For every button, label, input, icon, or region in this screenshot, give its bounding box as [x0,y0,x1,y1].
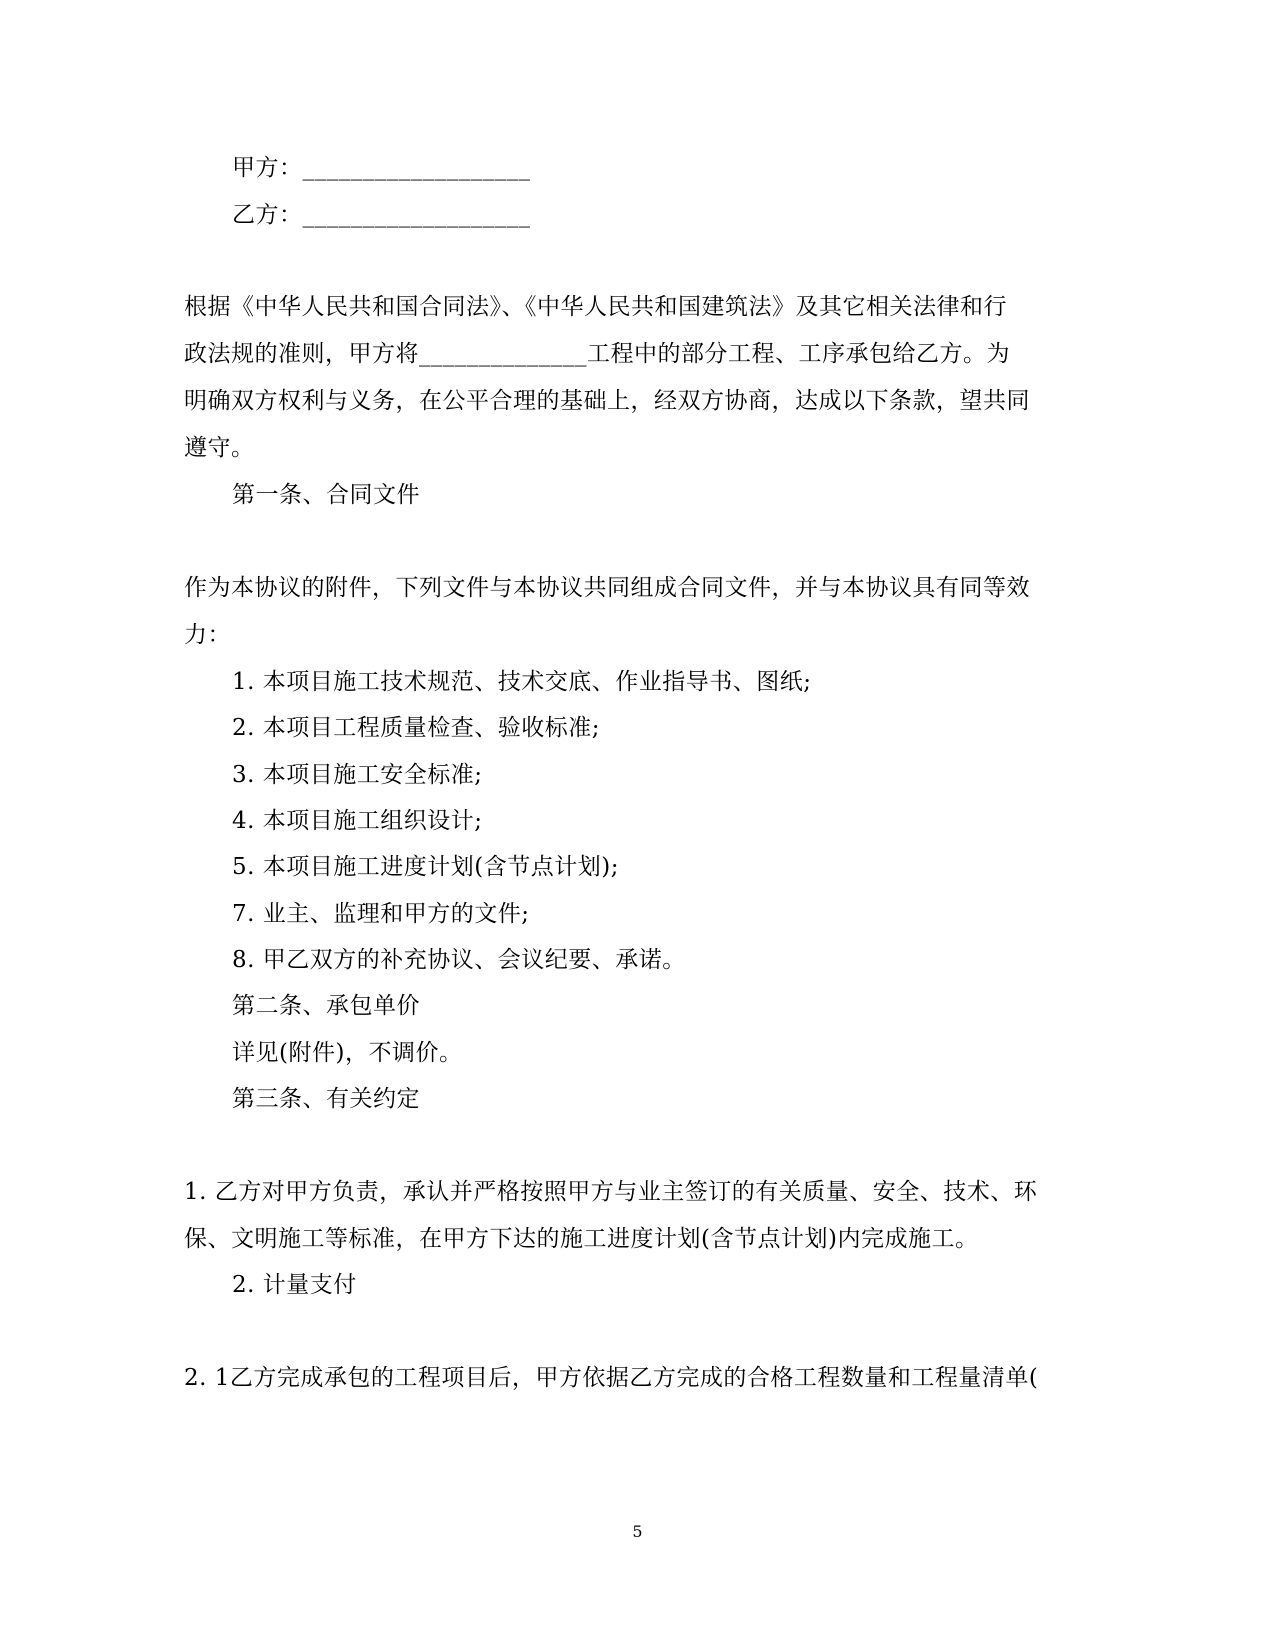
article-3-clause-1-line-1: 1. 乙方对甲方负责，承认并严格按照甲方与业主签订的有关质量、安全、技术、环 [184,1179,1038,1205]
list-item: 7. 业主、监理和甲方的文件; [232,901,530,927]
page-number: 5 [632,1522,643,1541]
article-1-heading: 第一条、合同文件 [232,482,420,508]
article-3-clause-2-1: 2. 1乙方完成承包的工程项目后，甲方依据乙方完成的合格工程数量和工程量清单( [184,1365,1039,1391]
article-1-para-line-2: 力： [184,622,231,648]
intro-line-1: 根据《中华人民共和国合同法》、《中华人民共和国建筑法》及其它相关法律和行 [184,294,1007,320]
article-3-clause-2-heading: 2. 计量支付 [232,1272,357,1298]
article-1-para-line-1: 作为本协议的附件，下列文件与本协议共同组成合同文件，并与本协议具有同等效 [184,575,1030,601]
article-3-clause-1-line-2: 保、文明施工等标准，在甲方下达的施工进度计划(含节点计划)内完成施工。 [184,1226,979,1252]
list-item: 2. 本项目工程质量检查、验收标准; [232,715,601,741]
intro-line-2: 政法规的准则，甲方将______________工程中的部分工程、工序承包给乙方。为 [184,341,1010,367]
party-b-line: 乙方：___________________ [232,202,531,228]
list-item: 1. 本项目施工技术规范、技术交底、作业指导书、图纸; [232,669,812,695]
list-item: 3. 本项目施工安全标准; [232,762,483,788]
article-2-heading: 第二条、承包单价 [232,993,420,1019]
list-item: 8. 甲乙双方的补充协议、会议纪要、承诺。 [232,947,686,973]
article-2-text: 详见(附件)，不调价。 [232,1040,463,1066]
list-item: 4. 本项目施工组织设计; [232,808,483,834]
intro-line-4: 遵守。 [184,435,255,461]
article-3-heading: 第三条、有关约定 [232,1086,420,1112]
list-item: 5. 本项目施工进度计划(含节点计划); [232,854,619,880]
intro-line-3: 明确双方权利与义务，在公平合理的基础上，经双方协商，达成以下条款，望共同 [184,388,1030,414]
party-a-line: 甲方：___________________ [232,155,531,181]
